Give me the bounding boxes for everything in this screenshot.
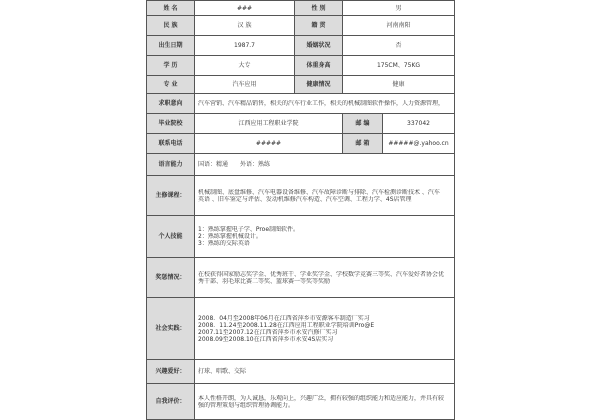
self-eval-line: 本人性格开朗，为人诚恳，乐观向上，兴趣广泛，拥有较强的组织能力和适应能力，并具有较: [198, 394, 445, 402]
ethnicity-value: 汉 族: [195, 16, 295, 36]
row-courses: [147, 176, 455, 216]
major-value: 汽车应用: [195, 76, 295, 94]
awards-label: 奖惩情况：: [147, 258, 195, 298]
row-education: [147, 56, 455, 76]
birth-date-value: 1987.7: [195, 36, 295, 56]
row-self-eval: [147, 384, 455, 420]
skills-label: 个人技能: [147, 216, 195, 258]
row-language: [147, 154, 455, 176]
zip-label: 邮 编: [343, 114, 383, 134]
ethnicity-label: 民 族: [147, 16, 195, 36]
gender-value: 男: [343, 1, 455, 16]
practice-line: 2007.11至2007.12在江西省萍乡市永安汽修厂实习: [198, 328, 338, 336]
skill-line: 3：熟练的交际英语: [198, 240, 250, 247]
skill-line: 2：熟练掌握机械设计。: [198, 233, 262, 240]
email-label: 邮 箱: [343, 134, 383, 154]
native-place-value: 河南南阳: [343, 16, 455, 36]
email-value: #####@.yahoo.cn: [383, 134, 455, 154]
row-skills: [147, 216, 455, 258]
skill-line: 1：熟练掌握电子学、Proe制图软件。: [198, 226, 300, 233]
gender-label: 性 别: [295, 1, 343, 16]
practice-label: 社会实践：: [147, 298, 195, 360]
birth-date-label: 出生日期: [147, 36, 195, 56]
major-label: 专 业: [147, 76, 195, 94]
school-value: 江西应用工程职业学院: [195, 114, 343, 134]
phone-value: #####: [195, 134, 343, 154]
course-line: 机械制图、底盘维修、汽车电器设备维修、汽车故障诊断与排除、汽车检测诊断技术 、汽车: [198, 188, 440, 196]
row-job-intent: [147, 94, 455, 114]
language-label: 语言能力: [147, 154, 195, 176]
resume-sheet: [146, 0, 454, 409]
row-ethnicity: [147, 16, 455, 36]
row-practice: [147, 298, 455, 360]
height-weight-label: 体重身高: [295, 56, 343, 76]
awards-value: [195, 258, 455, 298]
marital-status-label: 婚姻状况: [295, 36, 343, 56]
skills-value: [195, 216, 455, 258]
marital-status-value: 否: [343, 36, 455, 56]
job-intent-label: 求职意向: [147, 94, 195, 114]
name-value: ###: [195, 1, 295, 16]
course-line: 英语 、旧车鉴定与评估、发动机维修汽车构造、汽车空调、工程力学、4S店管理: [198, 195, 412, 203]
hobbies-value: 打球、唱歌、交际: [195, 360, 455, 384]
practice-value: [195, 298, 455, 360]
education-value: 大专: [195, 56, 295, 76]
award-line: 在校获得国家励志奖学金、优秀班干、学业奖学金、学校数学竞赛三等奖、汽车爱好者协会优: [198, 270, 445, 278]
row-awards: [147, 258, 455, 298]
job-intent-value: [195, 94, 455, 114]
resume-table: [146, 0, 455, 420]
language-value: 国语：精通 外语：熟练: [195, 154, 455, 176]
practice-line: 2008.09至2008.10在江西省萍乡市永安4S店实习: [198, 335, 334, 343]
row-name: [147, 1, 455, 16]
row-hobbies: [147, 360, 455, 384]
height-weight-value: 175CM、75KG: [343, 56, 455, 76]
self-eval-line: 强的管理策划与组织管理协调能力。: [198, 401, 295, 409]
self-eval-label: 自我评价：: [147, 384, 195, 420]
award-line: 秀干部、羽毛球比赛二等奖、篮球赛一等奖等奖励: [198, 277, 331, 285]
health-label: 健康情况: [295, 76, 343, 94]
name-label: 姓 名: [147, 1, 195, 16]
education-label: 学 历: [147, 56, 195, 76]
courses-value: [195, 176, 455, 216]
row-contact: [147, 134, 455, 154]
native-place-label: 籍 贯: [295, 16, 343, 36]
school-label: 毕业院校: [147, 114, 195, 134]
practice-line: 2008．04月至2008年06月在江西省萍乡市安源客车制造厂实习: [198, 314, 370, 322]
row-major: [147, 76, 455, 94]
row-school: [147, 114, 455, 134]
practice-line: 2008．11.24至2008.11.28在江西应用工程职业学院培训Pro@E: [198, 321, 375, 329]
self-eval-value: [195, 384, 455, 420]
courses-label: 主修课程：: [147, 176, 195, 216]
row-birth: [147, 36, 455, 56]
job-intent-text: 汽车营销、汽车精品销售，相关的汽车行业工作，相关的机械制图软件操作，人力资源管理，: [198, 100, 445, 107]
zip-value: 337042: [383, 114, 455, 134]
health-value: 健康: [343, 76, 455, 94]
hobbies-label: 兴趣爱好：: [147, 360, 195, 384]
phone-label: 联系电话: [147, 134, 195, 154]
